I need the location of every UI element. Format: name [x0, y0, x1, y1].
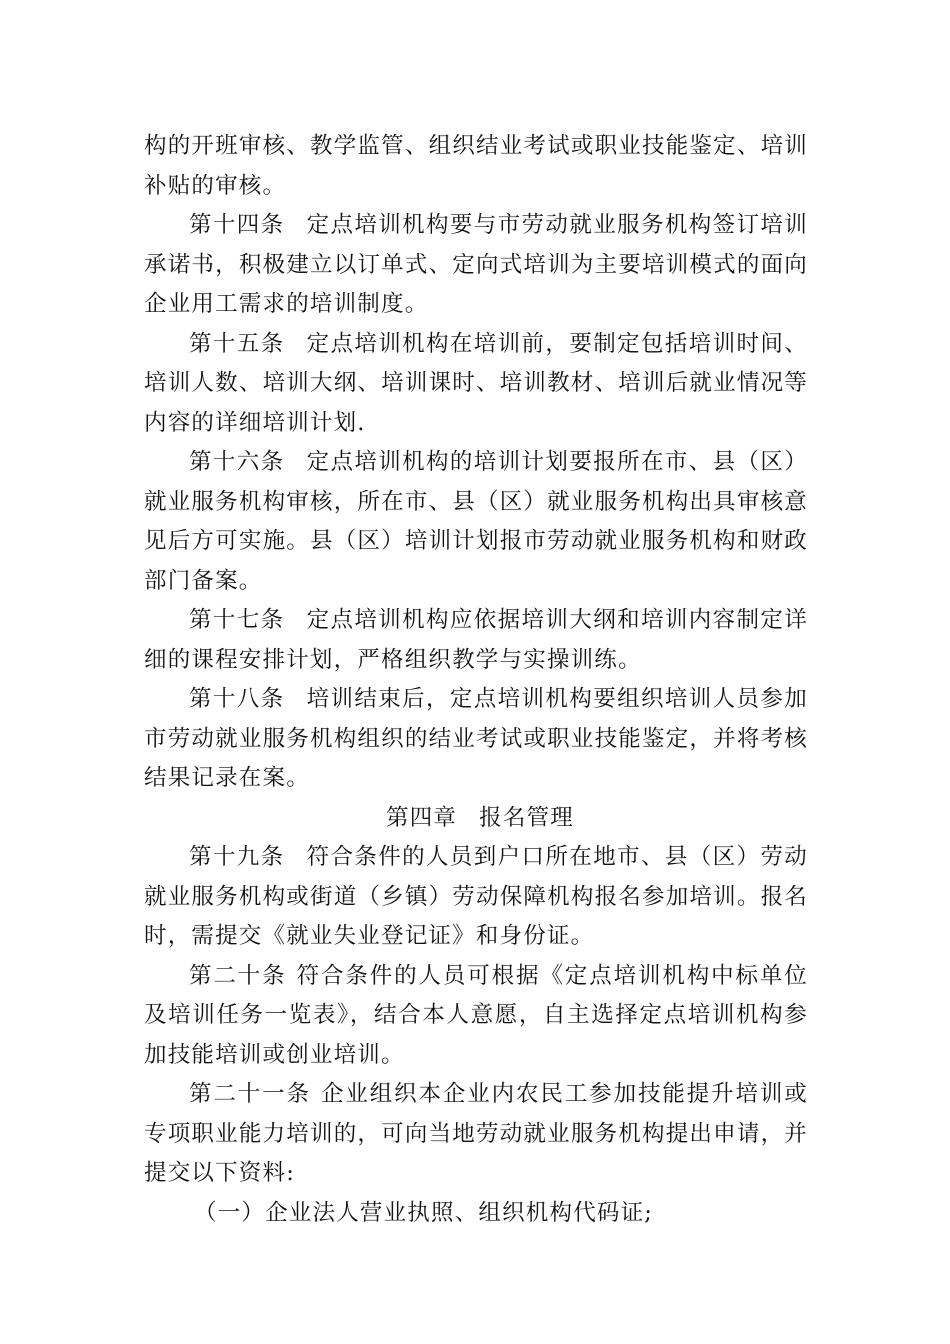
- article-label: 第十六条: [189, 449, 285, 475]
- article-label: 第二十条: [189, 962, 287, 989]
- list-item-text: （一）企业法人营业执照、组织机构代码证;: [194, 1199, 654, 1226]
- article-label: 第二十一条: [189, 1081, 311, 1107]
- chapter-heading: [144, 799, 808, 839]
- paragraph-continuation: [144, 127, 808, 206]
- article-16: [144, 443, 808, 601]
- article-text: 符合条件的人员可根据《定点培训机构中标单位及培训任务一览表》，结合本人意愿，自主选择定点培训机构参加技能培训或创业培训。: [144, 962, 809, 1068]
- article-label: 第十四条: [189, 212, 285, 238]
- article-text: 定点培训机构在培训前，要制定包括培训时间、培训人数、培训大纲、培训课时、培训教材、培训后就业情况等内容的详细培训计划.: [144, 330, 809, 436]
- article-20: [144, 957, 808, 1076]
- article-label: 第十五条: [189, 330, 285, 357]
- article-text: 企业组织本企业内农民工参加技能提升培训或专项职业能力培训的，可向当地劳动就业服务机构提出申请，并提交以下资料:: [144, 1081, 808, 1186]
- article-19: [144, 838, 808, 957]
- article-label: 第十九条: [189, 844, 285, 870]
- list-item: [144, 1194, 808, 1234]
- article-text: 定点培训机构应依据培训大纲和培训内容制定详细的课程安排计划，严格组织教学与实操训练。: [144, 607, 809, 673]
- article-text: 培训结束后，定点培训机构要组织培训人员参加市劳动就业服务机构组织的结业考试或职业技能鉴定，并将考核结果记录在案。: [144, 686, 809, 791]
- article-15: [144, 325, 808, 444]
- article-18: [144, 680, 808, 799]
- paragraph-text: 构的开班审核、教学监管、组织结业考试或职业技能鉴定、培训补贴的审核。: [144, 133, 808, 199]
- article-21: [144, 1075, 808, 1194]
- article-text: 定点培训机构的培训计划要报所在市、县（区）就业服务机构审核，所在市、县（区）就业服务机构出具审核意见后方可实施。县（区）培训计划报市劳动就业服务机构和财政部门备案。: [144, 449, 809, 594]
- article-label: 第十七条: [189, 607, 285, 633]
- article-text: 符合条件的人员到户口所在地市、县（区）劳动就业服务机构或街道（乡镇）劳动保障机构报名参加培训。报名时，需提交《就业失业登记证》和身份证。: [144, 844, 809, 949]
- article-14: [144, 206, 808, 325]
- article-text: 定点培训机构要与市劳动就业服务机构签订培训承诺书，积极建立以订单式、定向式培训为主要培训模式的面向企业用工需求的培训制度。: [144, 212, 809, 317]
- chapter-title: 报名管理: [479, 804, 574, 831]
- article-label: 第十八条: [189, 686, 285, 712]
- article-17: [144, 601, 808, 680]
- chapter-number: 第四章: [386, 804, 458, 831]
